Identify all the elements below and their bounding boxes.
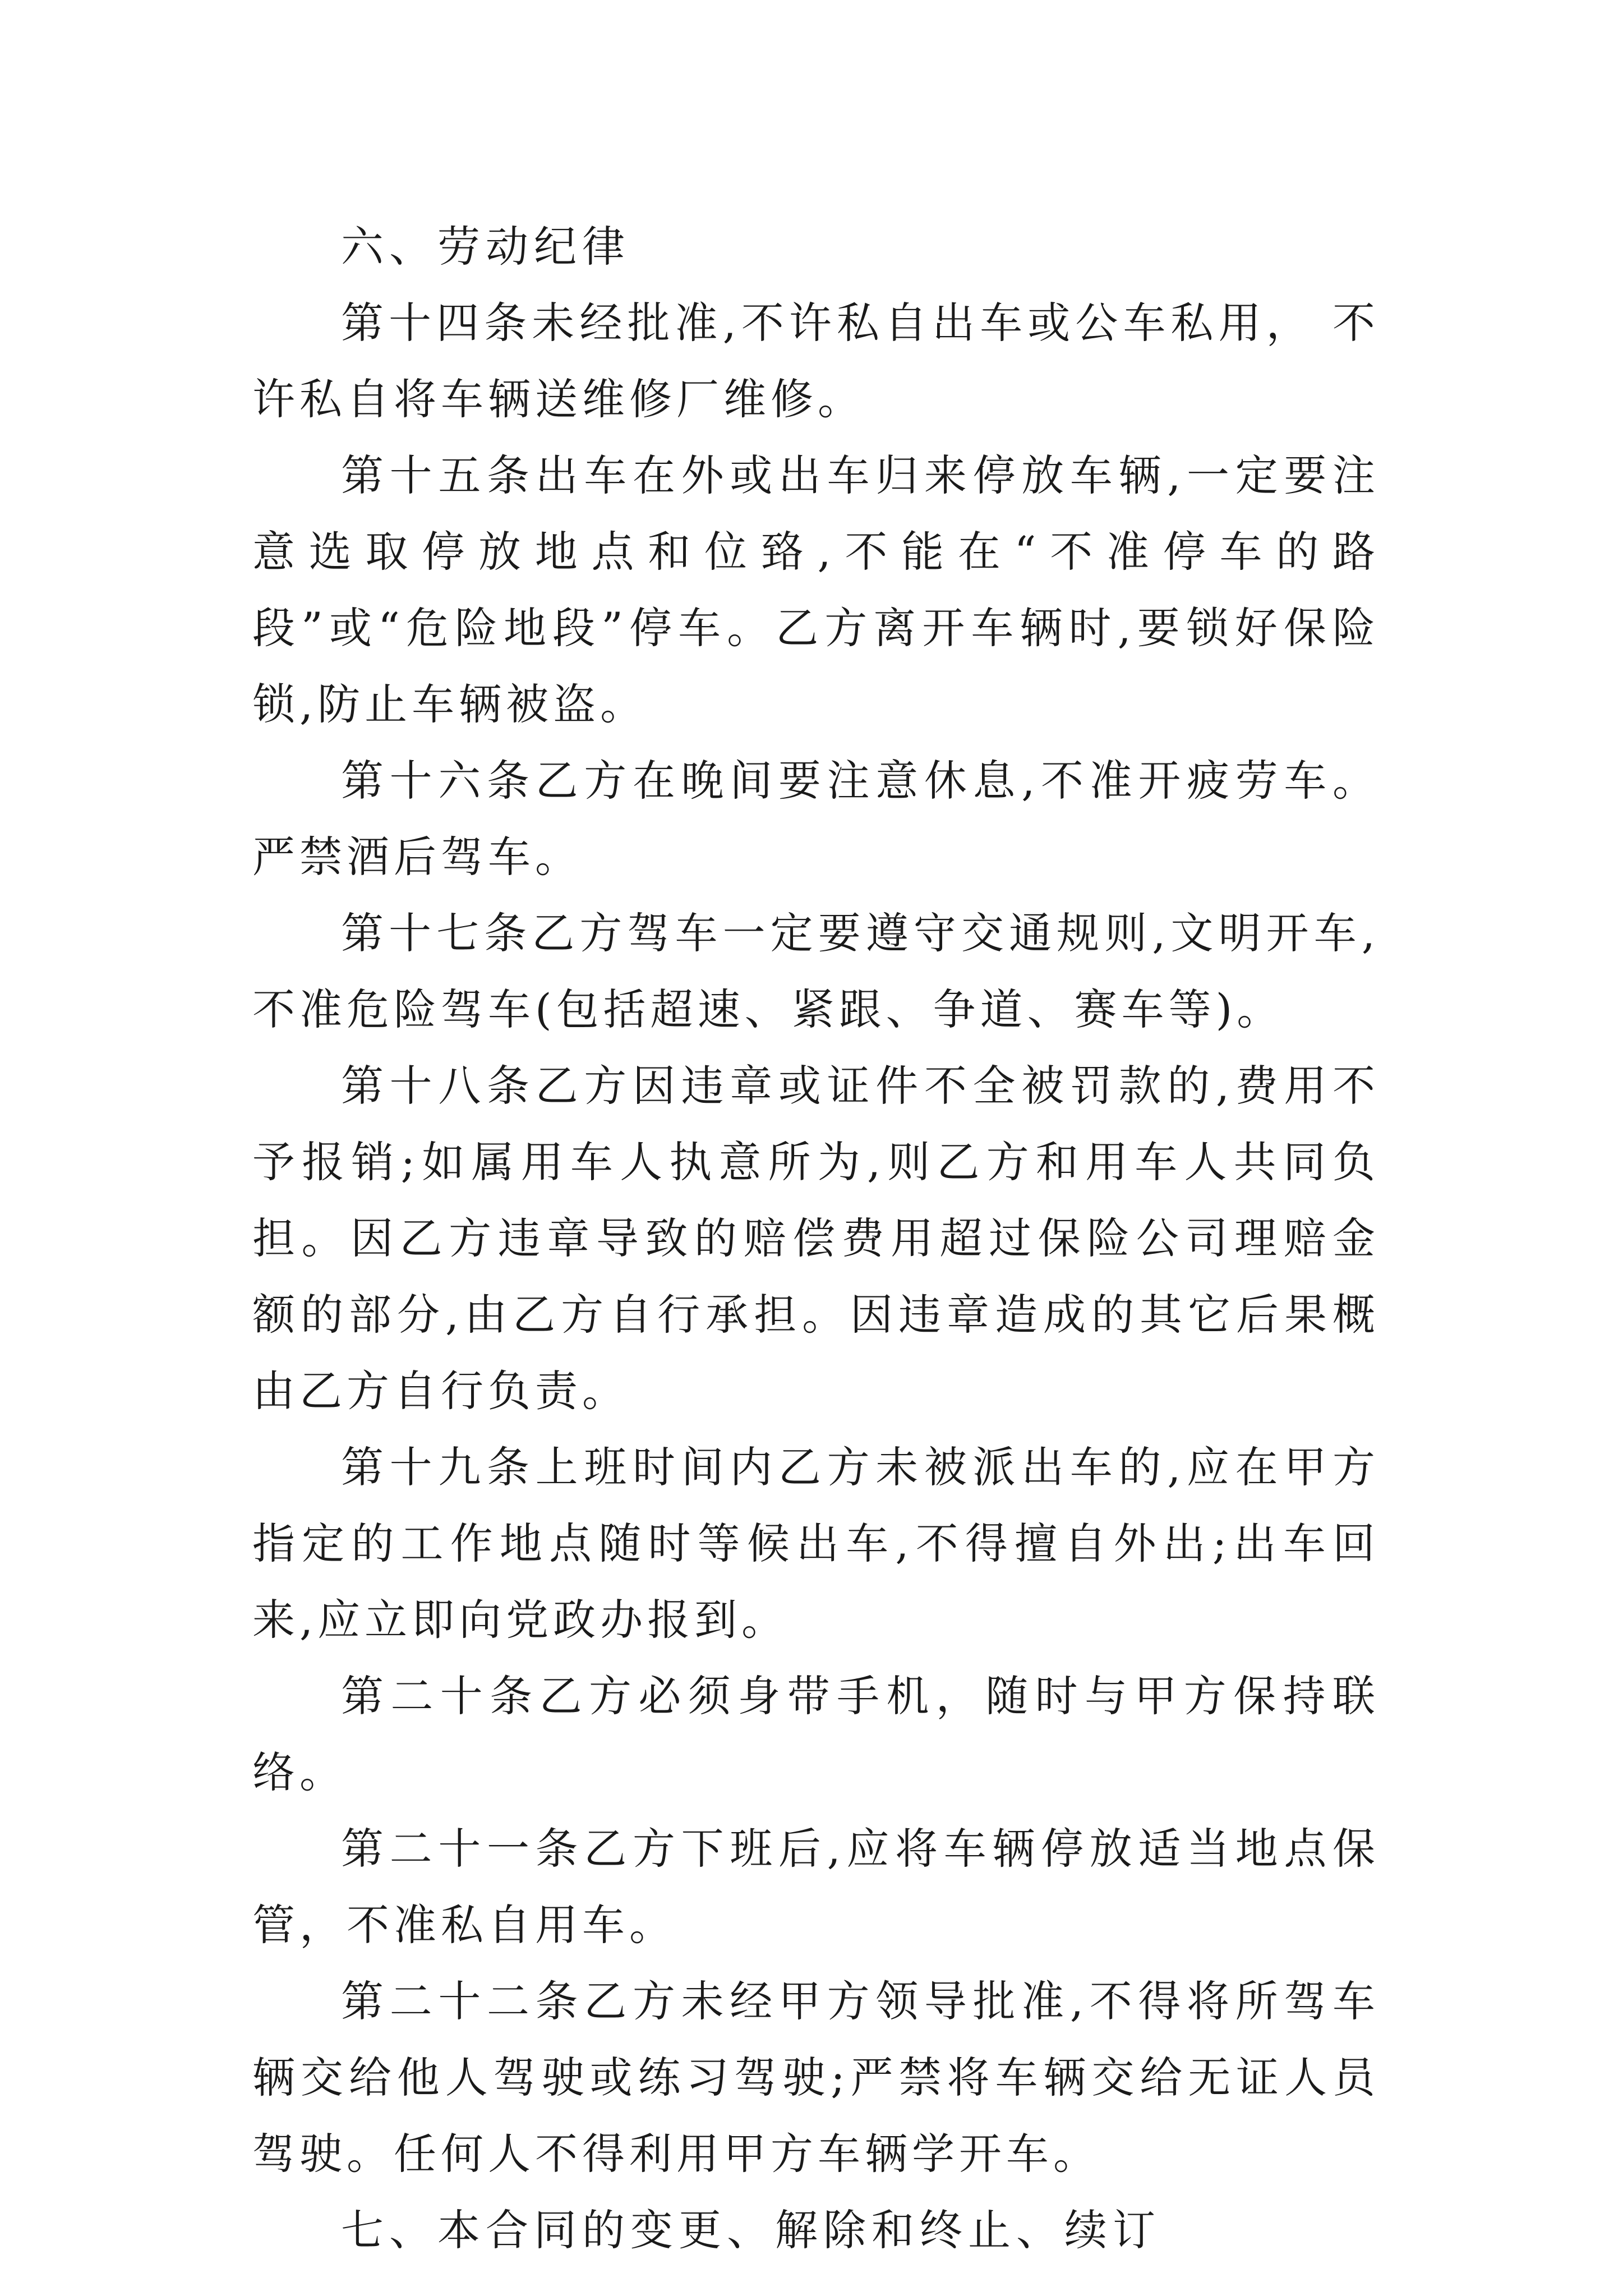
- section-heading-labor-discipline: 六、劳动纪律: [341, 222, 630, 272]
- article-17-paragraph: 第十七条乙方驾车一定要遵守交通规则,文明开车,不准危险驾车(包括超速、紧跟、争道、赛车等)。: [252, 908, 1380, 1034]
- article-14-paragraph: 第十四条未经批准,不许私自出车或公车私用， 不许私自将车辆送维修厂维修。: [252, 298, 1380, 424]
- article-21-paragraph: 第二十一条乙方下班后,应将车辆停放适当地点保管，不准私自用车。: [252, 1824, 1380, 1950]
- document-body: [252, 209, 1380, 2269]
- article-19-paragraph: 第十九条上班时间内乙方未被派出车的,应在甲方指定的工作地点随时等候出车,不得擅自外出;出车回来,应立即向党政办报到。: [252, 1442, 1380, 1645]
- article-16-paragraph: 第十六条乙方在晚间要注意休息,不准开疲劳车。严禁酒后驾车。: [252, 756, 1380, 882]
- article-22-paragraph: 第二十二条乙方未经甲方领导批准,不得将所驾车辆交给他人驾驶或练习驾驶;严禁将车辆交给无证人员驾驶。任何人不得利用甲方车辆学开车。: [252, 1976, 1380, 2179]
- article-15-paragraph: 第十五条出车在外或出车归来停放车辆,一定要注意选取停放地点和位臵,不能在“不准停车的路段”或“危险地段”停车。乙方离开车辆时,要锁好保险锁,防止车辆被盗。: [252, 450, 1380, 729]
- article-18-paragraph: 第十八条乙方因违章或证件不全被罚款的,费用不予报销;如属用车人执意所为,则乙方和用车人共同负担。因乙方违章导致的赔偿费用超过保险公司理赔金额的部分,由乙方自行承担。因违章造成的其它后果概由乙方自行负责。: [252, 1061, 1380, 1416]
- section-heading-contract-changes: 七、本合同的变更、解除和终止、续订: [341, 2205, 1161, 2255]
- article-20-paragraph: 第二十条乙方必须身带手机，随时与甲方保持联络。: [252, 1671, 1380, 1797]
